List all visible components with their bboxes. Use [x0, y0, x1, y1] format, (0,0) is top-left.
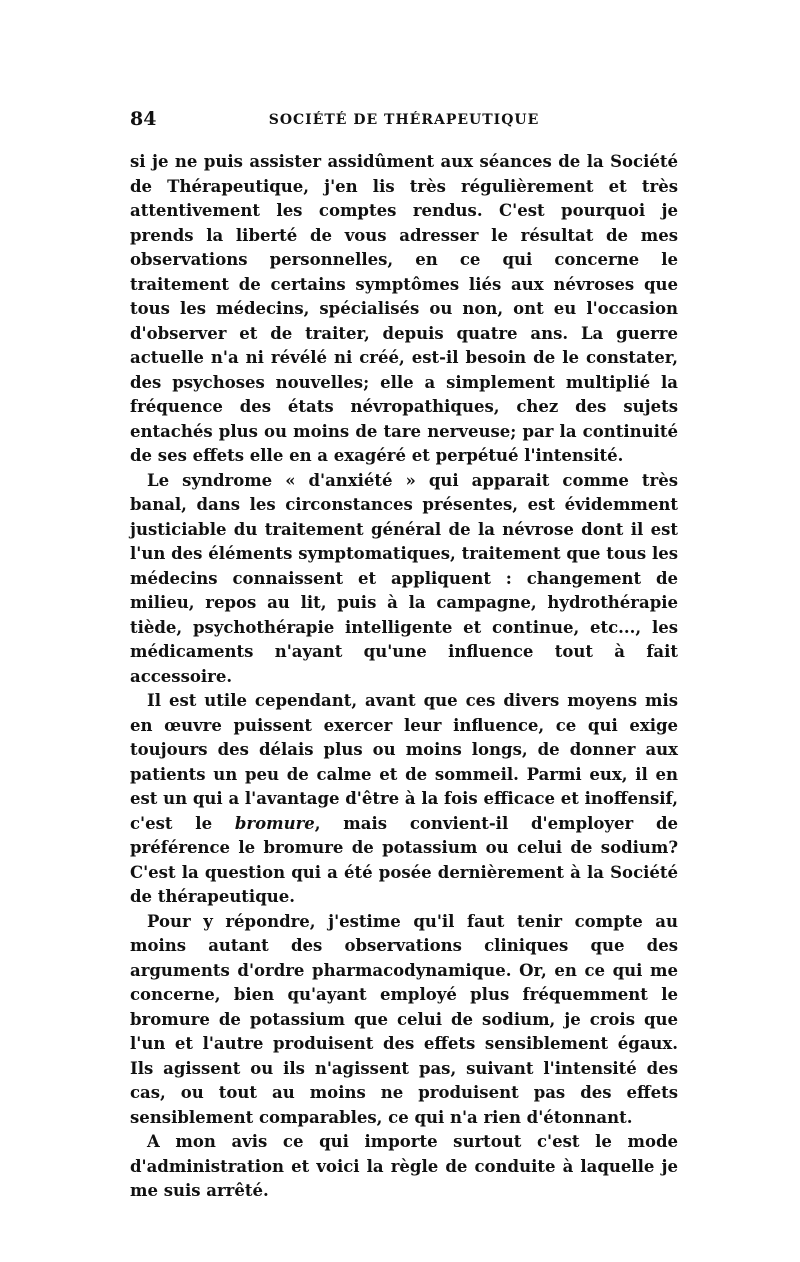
page-number: 84 — [130, 108, 157, 130]
paragraph-4: Pour y répondre, j'estime qu'il faut tenir compte au moins autant des observations cliniques que des arguments d'ordre pharmacodynamique. Or, en ce qui me concerne, bien qu'ayant employé plus fréquemment le bromure de potassium que celui de sodium, je crois que l'un et l'autre produisent des effets sensiblement égaux. Ils agissent ou ils n'agissent pas, suivant l'intensité des cas, ou tout au moins ne produisent pas des effets sensiblement comparables, ce qui n'a rien d'étonnant. — [130, 911, 678, 1127]
paragraph-3-text-before: Il est utile cependant, avant que ces divers moyens mis en œuvre puissent exercer leur influence, ce qui exige toujours des délais plus ou moins longs, de donner aux patients un peu de calme et de sommeil. Parmi eux, il en est un qui a l'avantage d'être à la fois efficace et inoffensif, c'est le — [130, 691, 678, 833]
paragraph-1: si je ne puis assister assidûment aux séances de la Société de Thérapeutique, j'en lis très régulièrement et très attentivement les comptes rendus. C'est pourquoi je prends la liberté de vous adresser le résultat de mes observations personnelles, en ce qui concerne le traitement de certains symptômes liés aux névroses que tous les médecins, spécialisés ou non, ont eu l'occasion d'observer et de traiter, depuis quatre ans. La guerre actuelle n'a ni révélé ni créé, est-il besoin de le constater, des psychoses nouvelles; elle a simplement multiplié la fréquence des états névropathiques, chez des sujets entachés plus ou moins de tare nerveuse; par la continuité de ses effets elle en a exagéré et perpétué l'intensité. — [130, 152, 678, 465]
paragraph-3-text-after: , mais convient-il d'employer de préférence le bromure de potassium ou celui de sodium? C'est la question qui a été posée dernièrement à la Société de thérapeutique. — [130, 813, 678, 906]
page-header — [130, 108, 678, 138]
body-text — [130, 150, 678, 1204]
paragraph-3 — [130, 689, 678, 910]
running-head: SOCIÉTÉ DE THÉRAPEUTIQUE — [268, 112, 540, 128]
emphasis-bromure: bromure — [234, 813, 315, 833]
paragraph-5: A mon avis ce qui importe surtout c'est le mode d'administration et voici la règle de conduite à laquelle je me suis arrêté. — [130, 1132, 678, 1200]
paragraph-2: Le syndrome « d'anxiété » qui apparait comme très banal, dans les circonstances présentes, est évidemment justiciable du traitement général de la névrose dont il est l'un des éléments symptomatiques, traitement que tous les médecins connaissent et appliquent : changement de milieu, repos au lit, puis à la campagne, hydrothérapie tiède, psychothérapie intelligente et continue, etc..., les médicaments n'ayant qu'une influence tout à fait accessoire. — [130, 470, 678, 686]
